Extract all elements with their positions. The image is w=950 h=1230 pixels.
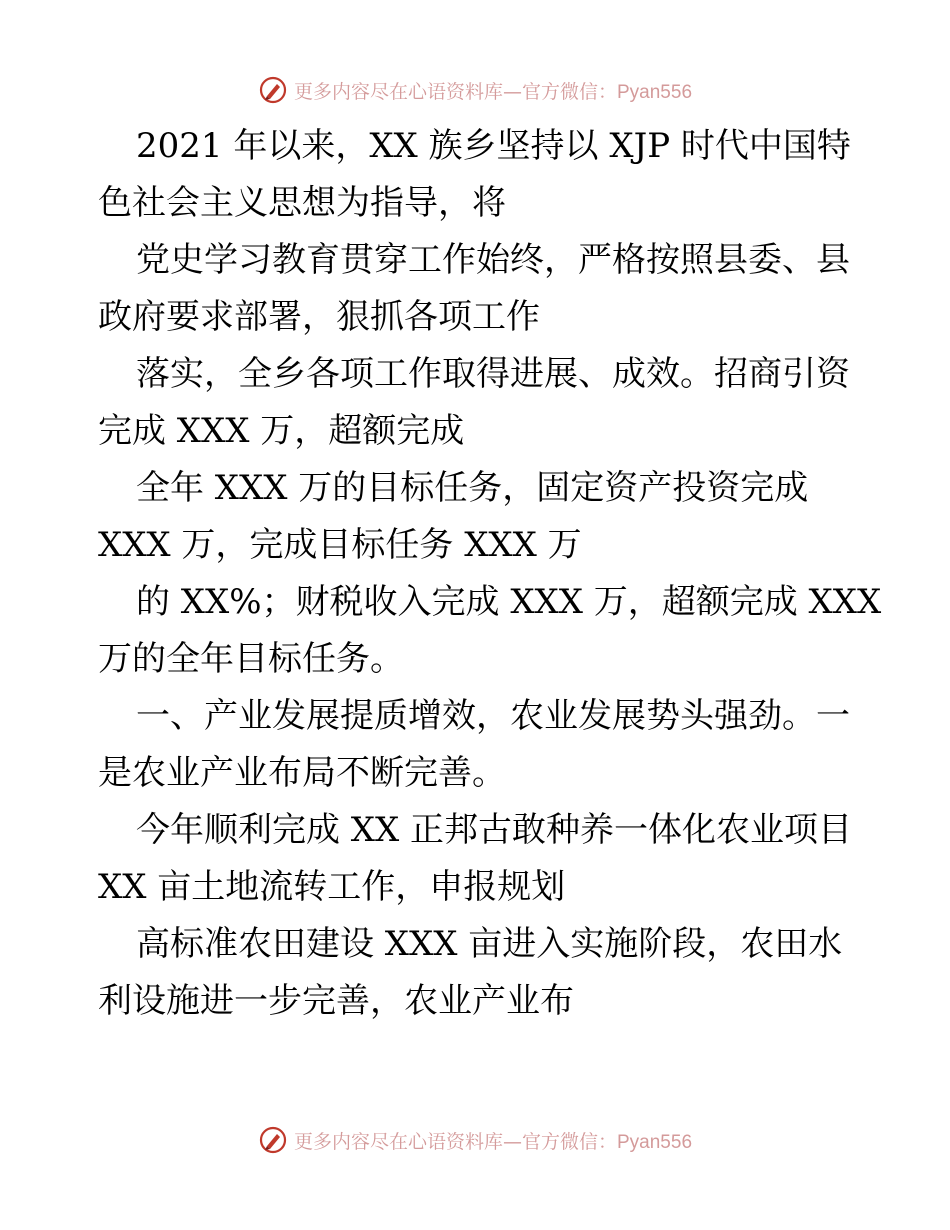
paragraph-5: 的 XX%；财税收入完成 XXX 万，超额完成 XXX 万的全年目标任务。 [98, 582, 882, 679]
paragraph-6: 一、产业发展提质增效，农业发展势头强劲。一 是农业产业布局不断完善。 [98, 696, 850, 793]
header-watermark [0, 70, 950, 110]
document-body [98, 118, 882, 1030]
footer-watermark [0, 1120, 950, 1160]
paragraph-8: 高标准农田建设 XXX 亩进入实施阶段，农田水 利设施进一步完善，农业产业布 [98, 924, 843, 1021]
paragraph-1: 2021 年以来，XX 族乡坚持以 XJP 时代中国特 色社会主义思想为指导，将 [98, 126, 851, 223]
paragraph-4: 全年 XXX 万的目标任务，固定资产投资完成 XXX 万，完成目标任务 XXX 万 [98, 468, 809, 565]
paragraph-3: 落实，全乡各项工作取得进展、成效。招商引资 完成 XXX 万，超额完成 [98, 354, 850, 451]
paragraph-7: 今年顺利完成 XX 正邦古敢种养一体化农业项目 XX 亩土地流转工作，申报规划 [98, 810, 853, 907]
watermark-text: 更多内容尽在心语资料库—官方微信：Pyan556 [293, 1130, 693, 1153]
paragraph-2: 党史学习教育贯穿工作始终，严格按照县委、县 政府要求部署，狠抓各项工作 [98, 240, 850, 337]
watermark-wechat: Pyan556 [617, 81, 693, 103]
pen-logo-icon [258, 75, 288, 105]
watermark-text: 更多内容尽在心语资料库—官方微信：Pyan556 [293, 80, 693, 103]
pen-logo-icon [258, 1125, 288, 1155]
watermark-wechat: Pyan556 [617, 1131, 693, 1153]
